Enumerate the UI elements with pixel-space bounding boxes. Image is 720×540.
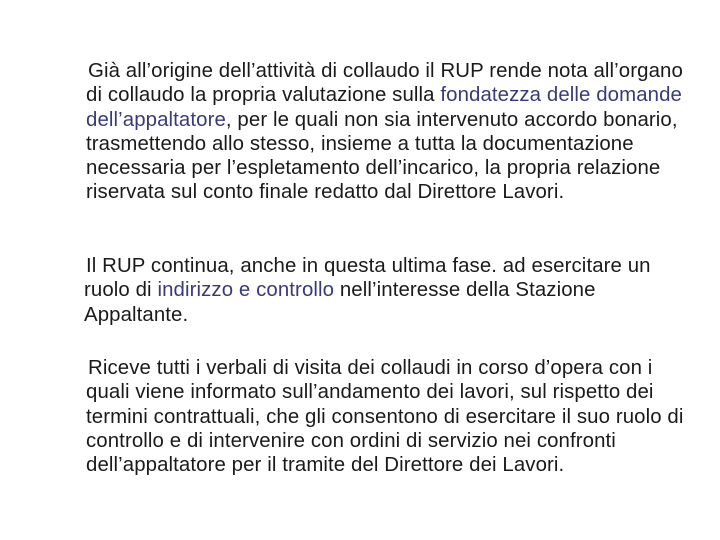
highlighted-phrase: fondatezza delle domande dell’appaltatore	[86, 84, 682, 131]
highlighted-phrase: indirizzo e controllo	[157, 279, 335, 302]
paragraph-verbali	[86, 356, 686, 477]
paragraph-text: nell’interesse della Stazione Appaltante.	[84, 279, 596, 326]
paragraph-text: Già all’origine dell’attività di collaudo il RUP rende nota all’organo di collaudo la propria valutazione sulla	[86, 60, 683, 107]
paragraph-collaudo-valutazione	[86, 59, 686, 205]
paragraph-text: Riceve tutti i verbali di visita dei collaudi in corso d’opera con i quali viene informato sull’andamento dei lavori, sul rispetto dei termini contrattuali, che gli consentono di esercitare il suo ruolo di controllo e di intervenire con ordini di servizio nei confronti dell’appaltatore per il tramite del Direttore dei Lavori.	[86, 357, 684, 477]
paragraph-text: Il RUP continua, anche in questa ultima fase. ad esercitare un ruolo di	[84, 255, 651, 302]
paragraph-rup-ruolo	[84, 254, 684, 327]
paragraph-text: , per le quali non sia intervenuto accordo bonario, trasmettendo allo stesso, insieme a tutta la documentazione necessaria per l’espletamento dell’incarico, la propria relazione riservata sul conto finale redatto dal Direttore Lavori.	[86, 108, 678, 204]
